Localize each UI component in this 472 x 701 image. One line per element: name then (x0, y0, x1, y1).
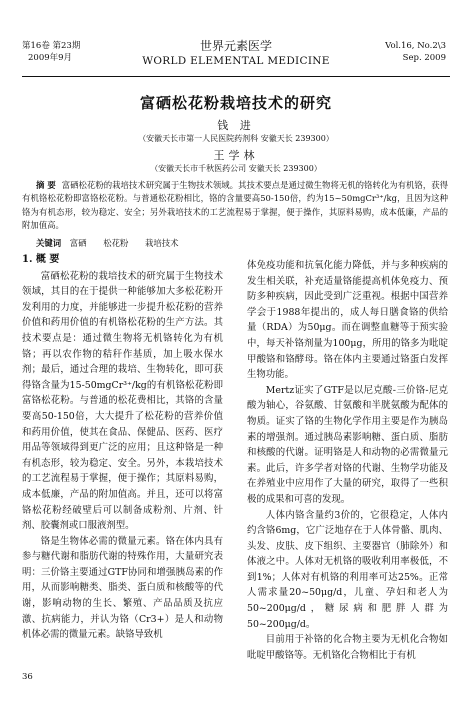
body-column-left (22, 252, 223, 643)
abstract (22, 179, 448, 233)
section-heading: 1. 概 要 (22, 254, 60, 265)
body-paragraph: 目前用于补铬的化合物主要为无机化合物如吡啶甲酸铬等。无机铬化合物相比于有机 (247, 634, 448, 661)
issue-info: 第16卷 第23期 (22, 41, 81, 51)
page-number: 36 (22, 672, 33, 682)
journal-title-en: WORLD ELEMENTAL MEDICINE (142, 55, 330, 67)
author-secondary: 王学林 (213, 149, 259, 162)
volume-info: Vol.16, No.2\3 (385, 41, 446, 51)
keyword-item: 松花粉 (103, 238, 129, 248)
body-paragraph: 体免疫功能和抗氧化能力降低，并与多种疾病的发生相关联，补充适量铬能提高机体免疫力、预防多种疾病，因此受到广泛重视。根据中国营养学会于1988年提出的，成人每日膳食铬的供给量（RDA）为50μg。而在调整血糖等于预实验中，每天补铬剂量为100μg，所用的铬多为吡啶甲酸铬和铬酵母。铬在体内主要通过铬蛋白发挥生物功能。 (247, 260, 448, 381)
keyword-item: 富硒 (69, 238, 87, 248)
affiliation-primary: （安徽天长市第一人民医院药剂科 安徽天长 239300） (138, 134, 334, 143)
body-paragraph: 人体内铬含量约3价的，它很稳定，人体内约含铬6mg，它广泛地存在于人体骨骼、肌肉、头发、皮肤、皮下组织、主要器官（肺除外）和体液之中。人体对无机铬的吸收利用率极低，不到1%；人体对有机铬的利用率可达25%。正常人需求量20~50μg/d，儿童、孕妇和老人为50~200μg/d，糖尿病和肥胖人群为50~200μg/d。 (247, 509, 448, 630)
publication-date: Sep. 2009 (402, 53, 446, 63)
author-primary: 钱 进 (217, 119, 255, 132)
body-column-right (247, 258, 448, 663)
affiliation-secondary: （安徽天长市千秋医药公司 安徽天长 239300） (150, 164, 322, 173)
keywords-label: 关键词 (36, 238, 62, 248)
body-paragraph: 铬是生物体必需的微量元素。铬在体内具有参与糖代谢和脂肪代谢的特殊作用，大量研究表明：三价铬主要通过GTF协同和增强胰岛素的作用，从而影响糖类、脂类、蛋白质和核酸等的代谢，影响动物的生长、繁殖、产品品质及抗应激、抗病能力，并认为铬（Cr3+）是人和动物机体必需的微量元素。缺铬导致机 (22, 535, 223, 641)
header-rule (22, 76, 450, 77)
keyword-item: 栽培技术 (145, 238, 179, 248)
article-title: 富硒松花粉栽培技术的研究 (139, 94, 332, 112)
keywords (36, 237, 193, 249)
abstract-text: 富硒松花粉的栽培技术研究属于生物技术领域。其技术要点是通过微生物将无机的铬转化为有机铬，获得有机铬松花粉即富铬松花粉。与普通松花粉相比，铬的含量要高50-150倍，约为15~50mgCr³⁺/kg，且因为这种铬为有机态形，较为稳定、安全；另外栽培技术的工艺流程易于掌握，便于操作，其原料易购，成本低廉，产品的附加值高。 (22, 180, 448, 231)
header-right (385, 40, 446, 64)
abstract-label: 摘 要 (36, 180, 56, 190)
body-paragraph: Mertz证实了GTF是以尼克酸-三价铬-尼克酸为轴心，谷氨酸、甘氨酸和半胱氨酸为配体的物质。证实了铬的生物化学作用主要是作为胰岛素的增强剂。通过胰岛素影响糖、蛋白质、脂肪和核酸的代谢。证明铬是人和动物的必需微量元素。此后，许多学者对铬的代谢、生物学功能及在养殖业中应用作了大量的研究，取得了一些积极的成果和可喜的发现。 (247, 384, 448, 505)
issue-date: 2009年9月 (28, 53, 73, 63)
body-paragraph: 富硒松花粉的栽培技术的研究属于生物技术领域，其目的在于提供一种能够加大多松花粉开发利用的力度，并能够进一步提升松花粉的营养价值和药用价值的有机铬松花粉的生产方法。其技术要点是：通过微生物将无机铬转化为有机铬；再以农作物的秸秆作基质，加上吸水保水剂；最后，通过合理的栽培、生物转化，即可获得铬含量为15-50mgCr³⁺/kg的有机铬松花粉即富铬松花粉。与普通的松花费相比，其铬的含量要高50-150倍，大大提升了松花粉的营养价值和药用价值，使其在食品、保健品、医药、医疗用品等领域得到更广泛的应用；且这种铬是一种有机态形，较为稳定、安全。另外，本栽培技术的工艺流程易于掌握，便于操作；其原料易购，成本低廉，产品的附加值高。并且，还可以将富铬松花粉经破壁后可以制备成粉剂、片剂、针剂、胶囊剂或口服液剂型。 (22, 270, 223, 532)
journal-title-cn: 世界元素医学 (199, 39, 272, 53)
